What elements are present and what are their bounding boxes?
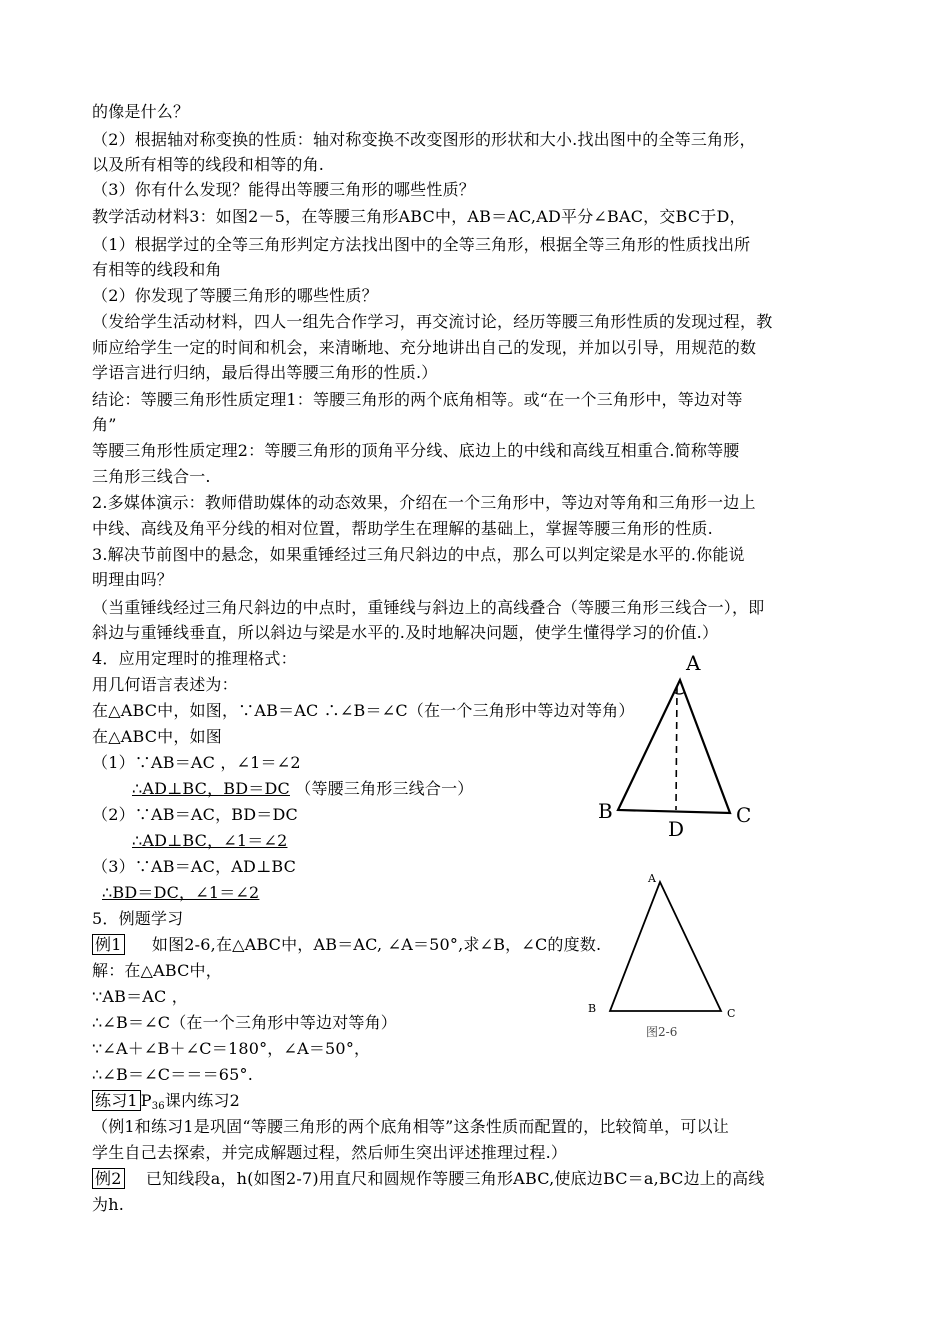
text-line: 明理由吗？ [92,570,174,589]
text-line: 2.多媒体演示：教师借助媒体的动态效果，介绍在一个三角形中，等边对等角和三角形一边上 [92,493,756,512]
example2-label: 例2 [92,1168,125,1189]
case2-result: ∴AD⊥BC，∠1＝∠2 [132,831,288,850]
text-line: 斜边与重锤线垂直，所以斜边与梁是水平的.及时地解决问题，使学生懂得学习的价值.） [92,623,719,642]
example1-text: 如图2-6,在△ABC中，AB＝AC, ∠A＝50°,求∠B，∠C的度数. [151,935,602,954]
text-line: 的像是什么？ [92,102,190,121]
solution-line: 解：在△ABC中， [92,961,222,980]
triangle-figure-abc-d [590,650,760,850]
triangle-figure-2-6 [580,868,750,1048]
case1-given: （1）∵AB＝AC ，∠1＝∠2 [92,753,301,772]
text-line: 用几何语言表述为： [92,675,238,694]
text-line: 结论：等腰三角形性质定理1：等腰三角形的两个底角相等。或“在一个三角形中，等边对等 [92,390,743,409]
text-line: 在△ABC中，如图，∵AB＝AC ∴∠B＝∠C（在一个三角形中等边对等角） [92,701,635,720]
text-line: （1）根据学过的全等三角形判定方法找出图中的全等三角形，根据全等三角形的性质找出所 [92,235,751,254]
example1-statement [92,935,601,955]
text-line: 在△ABC中，如图 [92,727,222,746]
text-line: （2）你发现了等腰三角形的哪些性质？ [92,286,378,305]
text-line: 教学活动材料3：如图2－5，在等腰三角形ABC中，AB＝AC,AD平分∠BAC，交BC于D， [92,207,746,226]
note-line: 学生自己去探索，并完成解题过程，然后师生突出评述推理过程.） [92,1143,568,1162]
label-c: C [736,803,752,827]
section-heading: 5．例题学习 [92,909,184,928]
label-d: D [668,817,685,841]
label-a: A [648,872,656,885]
angle-mark [674,692,685,694]
solution-line: ∵AB＝AC ， [92,987,188,1006]
label-a: A [686,651,701,675]
case3-result: ∴BD＝DC，∠1＝∠2 [102,883,260,902]
case1-reason: （等腰三角形三线合一） [295,779,474,798]
example2-text-cont: 为h. [92,1195,124,1214]
case1-result: ∴AD⊥BC，BD＝DC [132,779,290,798]
note-line: （例1和练习1是巩固“等腰三角形的两个底角相等”这条性质而配置的，比较简单，可以让 [92,1117,729,1136]
case3-conclusion [102,883,259,903]
text-line: 以及所有相等的线段和相等的角. [92,155,325,174]
text-line: （3）你有什么发现？能得出等腰三角形的哪些性质？ [92,180,475,199]
exercise1-page-number: 36 [151,1101,165,1112]
altitude-ad [676,686,677,810]
example2-statement [92,1169,765,1189]
figure-caption: 图2-6 [646,1025,678,1039]
case3-given: （3）∵AB＝AC，AD⊥BC [92,857,297,876]
text-line: 角” [92,415,117,434]
text-line: 3.解决节前图中的悬念，如果重锤经过三角尺斜边的中点，那么可以判定梁是水平的.你能说 [92,545,745,564]
label-b: B [598,799,613,823]
exercise1-text: 课内练习2 [164,1091,241,1110]
label-b: B [588,1002,597,1015]
solution-line: ∴∠B＝∠C＝＝＝65°. [92,1065,254,1084]
text-line: 三角形三线合一. [92,467,211,486]
text-line: 有相等的线段和角 [92,260,222,279]
text-line: （发给学生活动材料，四人一组先合作学习，再交流讨论，经历等腰三角形性质的发现过程，教 [92,312,773,331]
label-c: C [727,1007,736,1020]
case2-given: （2）∵AB＝AC，BD＝DC [92,805,298,824]
example2-text: 已知线段a，h(如图2-7)用直尺和圆规作等腰三角形ABC,使底边BC＝a,BC边上的高线 [145,1169,765,1188]
example1-label: 例1 [92,934,125,955]
solution-line: ∴∠B＝∠C（在一个三角形中等边对等角） [92,1013,397,1032]
text-line: 等腰三角形性质定理2：等腰三角形的顶角平分线、底边上的中线和高线互相重合.简称等腰 [92,441,740,460]
triangle-abc [618,680,730,813]
triangle-abc [610,882,721,1011]
exercise1-page: P [140,1091,152,1110]
text-line: 师应给学生一定的时间和机会，来清晰地、充分地讲出自己的发现，并加以引导，用规范的数 [92,338,757,357]
text-line: （2）根据轴对称变换的性质：轴对称变换不改变图形的形状和大小.找出图中的全等三角形， [92,130,756,149]
case2-conclusion [132,831,287,851]
text-line: 学语言进行归纳，最后得出等腰三角形的性质.） [92,363,438,382]
exercise1-line [92,1091,240,1111]
text-line: （当重锤线经过三角尺斜边的中点时，重锤线与斜边上的高线叠合（等腰三角形三线合一），即 [92,598,765,617]
text-line: 4．应用定理时的推理格式： [92,649,297,668]
text-line: 中线、高线及角平分线的相对位置，帮助学生在理解的基础上，掌握等腰三角形的性质. [92,519,713,538]
solution-line: ∵∠A＋∠B＋∠C＝180°，∠A＝50°， [92,1039,371,1058]
case1-conclusion [132,779,473,799]
exercise1-label: 练习1 [92,1090,141,1111]
